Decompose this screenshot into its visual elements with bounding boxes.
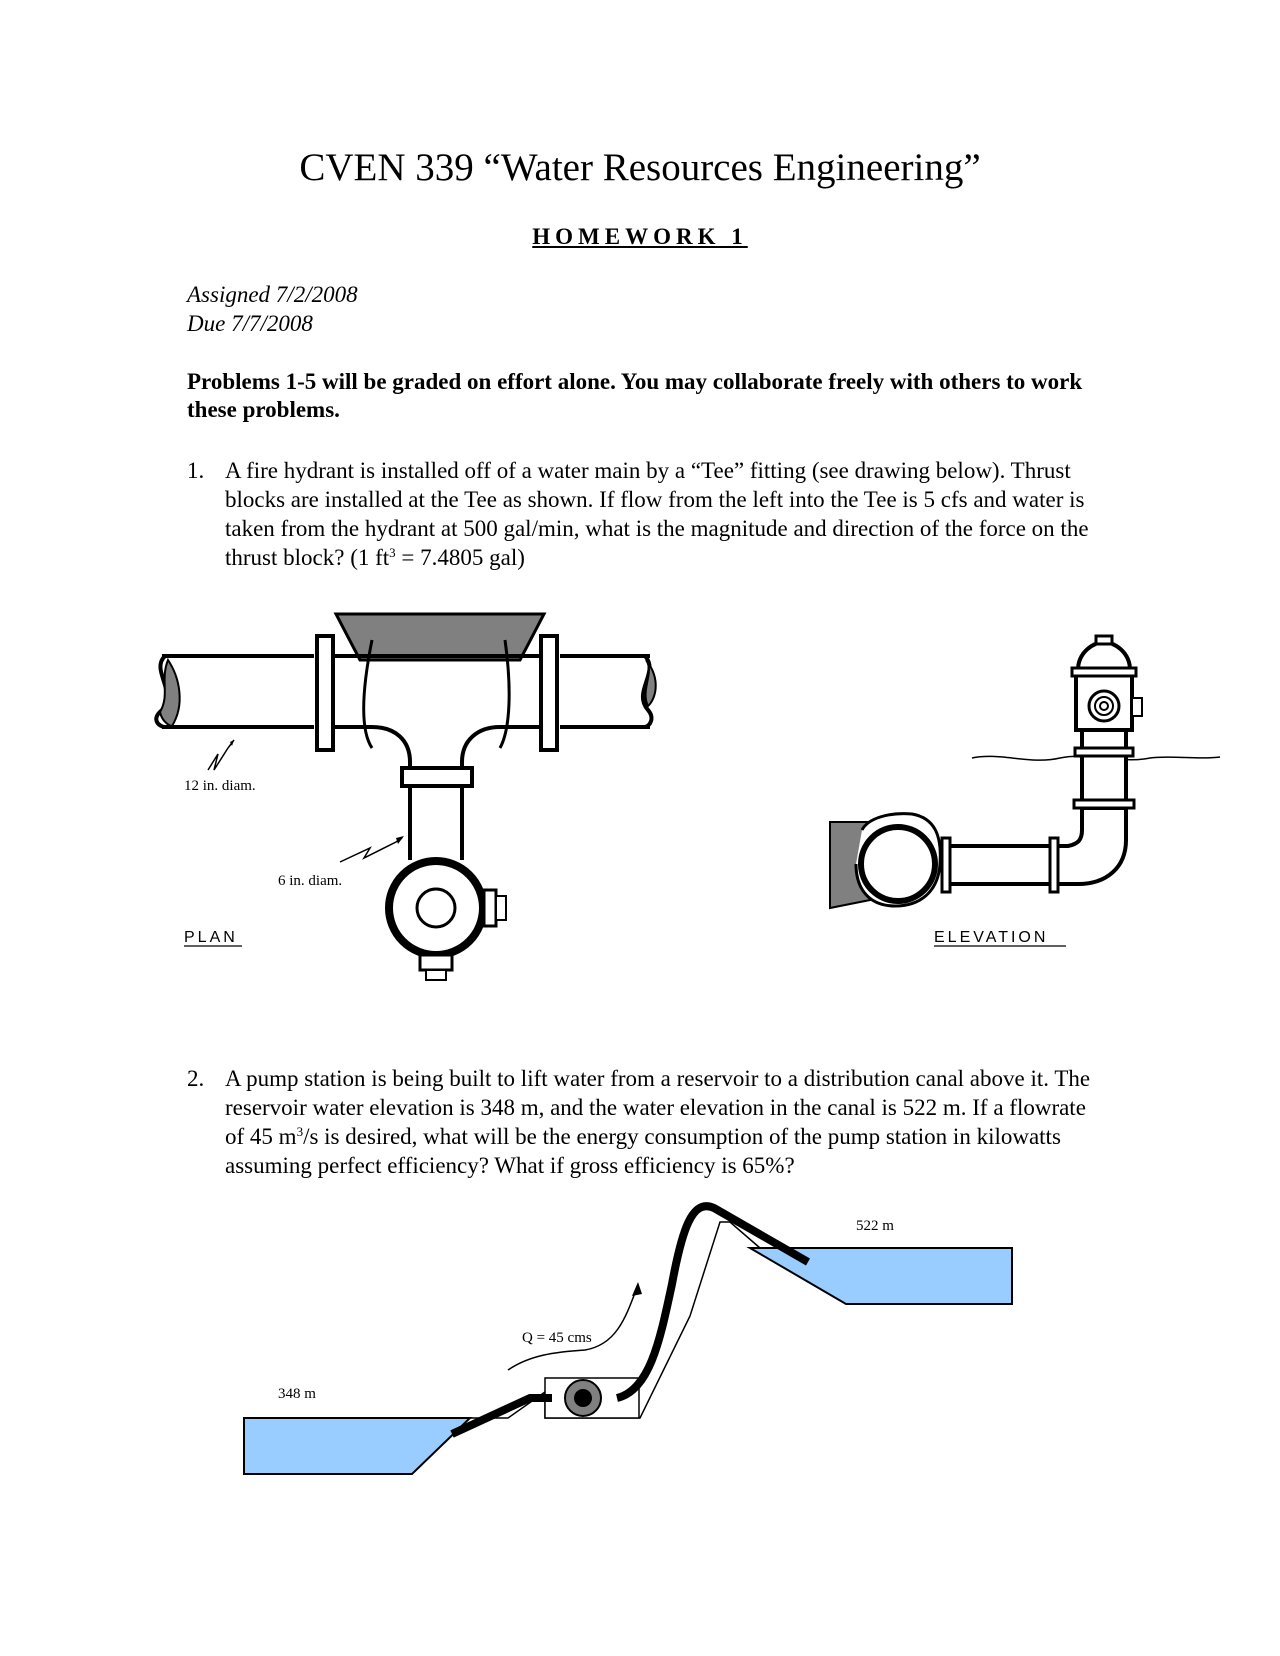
flow-label: Q = 45 cms (522, 1330, 592, 1346)
plan-label: PLAN (184, 929, 238, 946)
assigned-date: Assigned 7/2/2008 (187, 282, 358, 307)
reservoir-elevation-label: 348 m (278, 1386, 316, 1402)
page-title: CVEN 339 “Water Resources Engineering” (299, 146, 981, 189)
main-pipe-section (861, 827, 935, 901)
thrust-block (336, 614, 544, 660)
elevation-label: ELEVATION (934, 929, 1049, 946)
flange-left (317, 636, 333, 750)
figure-2-pump-station (0, 1180, 1280, 1480)
problem-number: 2. (187, 1066, 205, 1091)
problem-number: 1. (187, 458, 205, 483)
problem-2 (187, 1064, 1107, 1180)
main-diameter-label: 12 in. diam. (184, 778, 256, 794)
problem-text: A pump station is being built to lift water from a reservoir to a distribution canal above it. The reservoir water elevation is 348 m, and the water elevation in the canal is 522 m. If a flowrate of 45 $m^3/s$ is desired, what will be the energy consumption of the pump station in kilowatts assuming perfect efficiency? What if gross efficiency is 65%? (225, 1066, 1091, 1178)
lower-reservoir (244, 1418, 470, 1474)
branch-diameter-label: 6 in. diam. (278, 873, 343, 889)
discharge-pipe (617, 1206, 808, 1398)
intro-note: Problems 1-5 will be graded on effort alone. You may collaborate freely with others to work these problems. (187, 369, 1083, 422)
flange-right (541, 636, 557, 750)
upper-canal (750, 1248, 1012, 1304)
canal-elevation-label: 522 m (856, 1218, 894, 1234)
problem-text: A fire hydrant is installed off of a water main by a “Tee” fitting (see drawing below). Thrust blocks are installed at the Tee as shown. If flow from the left into the Tee is 5 cfs and water is taken from the hydrant at 500 gal/min, what is the magnitude and direction of the force on the thrust block? (1 $ft^3 = 7.4805$ gal) (225, 458, 1089, 570)
due-date: Due 7/7/2008 (187, 311, 313, 336)
homework-heading: HOMEWORK 1 (532, 224, 748, 249)
